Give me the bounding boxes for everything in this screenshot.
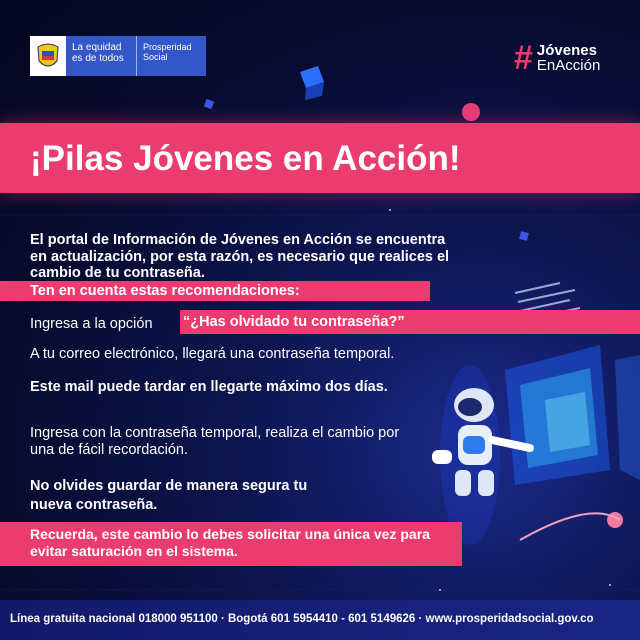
footer-contact-text: Línea gratuita nacional 018000 951100 · Bogotá 601 5954410 - 601 5149626 · www.prosperidadsocial.gov.co bbox=[10, 613, 594, 625]
ring-decoration bbox=[520, 513, 620, 540]
step2-warning: Este mail puede tardar en llegarte máximo dos días. bbox=[30, 379, 388, 395]
colombia-coat-of-arms-icon bbox=[30, 36, 66, 76]
step3-text: Ingresa con la contraseña temporal, realiza el cambio por una de fácil recordación. bbox=[30, 425, 400, 458]
cube-decoration-small bbox=[204, 99, 214, 109]
gov-entity-name: Prosperidad Social bbox=[136, 36, 206, 76]
step1-highlight: “¿Has olvidado tu contraseña?” bbox=[183, 314, 405, 330]
step4-text: No olvides guardar de manera segura tu nueva contraseña. bbox=[30, 478, 308, 513]
jovenes-en-accion-logo bbox=[514, 38, 626, 78]
step1-text: Ingresa a la opción bbox=[30, 316, 153, 332]
gov-slogan: La equidad es de todos bbox=[66, 36, 136, 76]
reminder-text: Recuerda, este cambio lo debes solicitar una única vez para evitar saturación en el sistema. bbox=[30, 526, 430, 559]
footer bbox=[0, 600, 640, 640]
step2-text: A tu correo electrónico, llegará una contraseña temporal. bbox=[30, 346, 395, 362]
gov-logo bbox=[30, 36, 206, 76]
page-title: ¡Pilas Jóvenes en Acción! bbox=[30, 139, 461, 178]
recommendations-heading: Ten en cuenta estas recomendaciones: bbox=[30, 283, 300, 299]
intro-paragraph: El portal de Información de Jóvenes en Acción se encuentra en actualización, por esta razón, es necesario que realices el cambio de tu contraseña. bbox=[30, 232, 450, 281]
hash-icon: # bbox=[514, 39, 533, 77]
cube-decoration-blue bbox=[300, 66, 324, 100]
sphere-decoration-pink bbox=[462, 103, 480, 121]
title-band bbox=[0, 123, 640, 193]
brand-wordmark: Jóvenes EnAcción bbox=[536, 42, 601, 74]
